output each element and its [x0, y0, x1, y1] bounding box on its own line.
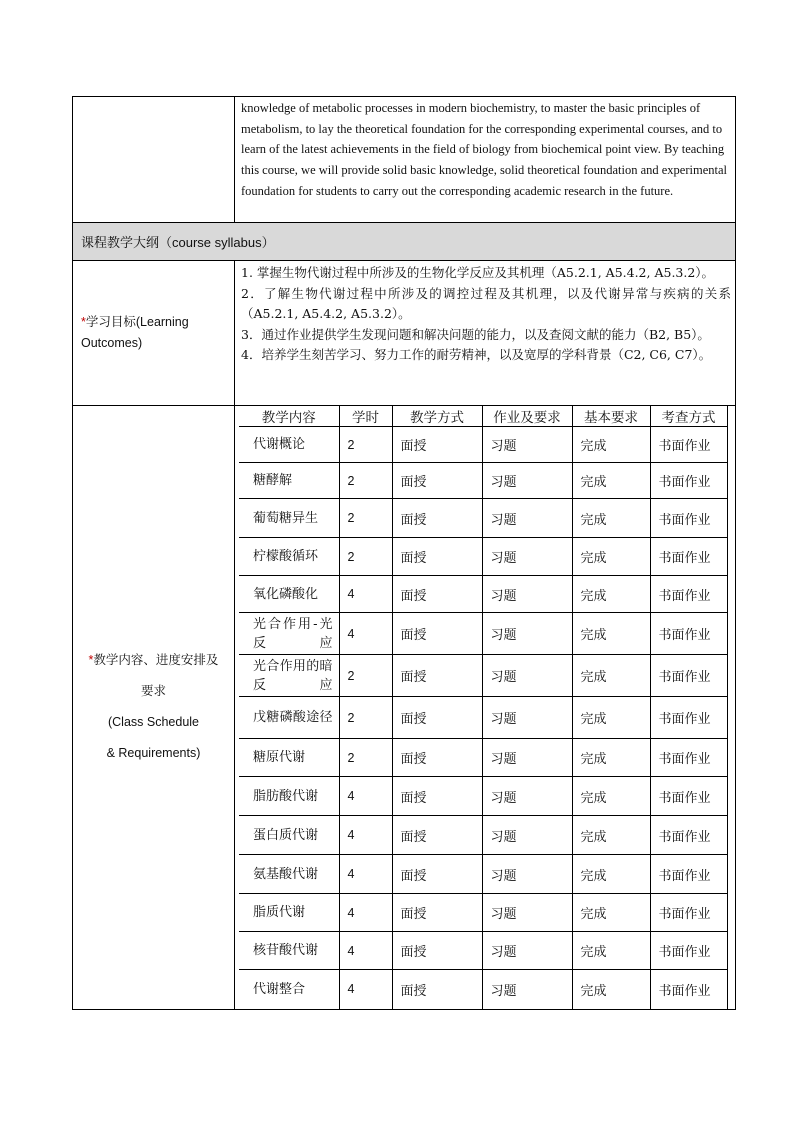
table-row — [239, 463, 727, 499]
table-row — [239, 655, 727, 697]
cell-assessment: 书面作业 — [650, 576, 727, 613]
description-row — [73, 97, 736, 223]
cell-topic: 脂肪酸代谢 — [239, 777, 339, 816]
description-label-cell — [73, 97, 235, 223]
schedule-label — [73, 406, 235, 1010]
table-row — [239, 499, 727, 538]
cell-assessment: 书面作业 — [650, 932, 727, 970]
learning-outcomes-label — [73, 261, 235, 406]
cell-homework: 习题 — [482, 655, 572, 697]
cell-assessment: 书面作业 — [650, 697, 727, 739]
learning-outcomes-label-line1: 学习目标(Learning — [85, 315, 189, 329]
schedule-row — [73, 406, 736, 1010]
schedule-body — [239, 427, 727, 1009]
cell-assessment: 书面作业 — [650, 970, 727, 1009]
cell-topic: 糖酵解 — [239, 463, 339, 499]
table-row — [239, 894, 727, 932]
cell-basic-requirement: 完成 — [572, 816, 650, 855]
syllabus-header-row — [73, 223, 736, 261]
learning-outcome-item: 4．培养学生刻苦学习、努力工作的耐劳精神，以及宽厚的学科背景（C2, C6, C7）。 — [241, 347, 712, 363]
cell-basic-requirement: 完成 — [572, 855, 650, 894]
cell-method: 面授 — [392, 816, 482, 855]
cell-method: 面授 — [392, 894, 482, 932]
cell-method: 面授 — [392, 576, 482, 613]
cell-topic: 代谢整合 — [239, 970, 339, 1009]
cell-basic-requirement: 完成 — [572, 777, 650, 816]
cell-basic-requirement: 完成 — [572, 655, 650, 697]
learning-outcomes-list — [235, 261, 736, 406]
cell-basic-requirement: 完成 — [572, 970, 650, 1009]
cell-assessment: 书面作业 — [650, 499, 727, 538]
table-row — [239, 932, 727, 970]
cell-topic: 光合作用-光反应 — [239, 613, 339, 655]
syllabus-header: 课程教学大纲（course syllabus） — [73, 223, 736, 261]
cell-basic-requirement: 完成 — [572, 499, 650, 538]
cell-topic: 代谢概论 — [239, 427, 339, 463]
cell-hours: 4 — [339, 816, 392, 855]
cell-homework: 习题 — [482, 970, 572, 1009]
cell-assessment: 书面作业 — [650, 613, 727, 655]
cell-topic: 葡萄糖异生 — [239, 499, 339, 538]
cell-homework: 习题 — [482, 463, 572, 499]
cell-assessment: 书面作业 — [650, 427, 727, 463]
cell-method: 面授 — [392, 538, 482, 576]
required-asterisk: * — [88, 653, 94, 668]
cell-hours: 4 — [339, 894, 392, 932]
table-row — [239, 613, 727, 655]
table-row — [239, 576, 727, 613]
cell-basic-requirement: 完成 — [572, 894, 650, 932]
table-row — [239, 427, 727, 463]
cell-assessment: 书面作业 — [650, 777, 727, 816]
learning-outcome-item: 2．了解生物代谢过程中所涉及的调控过程及其机理，以及代谢异常与疾病的关系（A5.2.1, A5.4.2, A5.3.2）。 — [241, 285, 731, 322]
cell-basic-requirement: 完成 — [572, 739, 650, 777]
cell-method: 面授 — [392, 427, 482, 463]
schedule-header-row — [239, 406, 727, 427]
cell-homework: 习题 — [482, 613, 572, 655]
required-asterisk: * — [81, 315, 86, 329]
column-header-method: 教学方式 — [392, 406, 482, 427]
cell-topic: 脂质代谢 — [239, 894, 339, 932]
cell-homework: 习题 — [482, 427, 572, 463]
column-header-hours: 学时 — [339, 406, 392, 427]
schedule-label-line3: (Class Schedule — [107, 715, 199, 730]
table-row — [239, 739, 727, 777]
column-header-assessment: 考查方式 — [650, 406, 727, 427]
cell-method: 面授 — [392, 613, 482, 655]
cell-topic: 柠檬酸循环 — [239, 538, 339, 576]
learning-outcome-item: 3．通过作业提供学生发现问题和解决问题的能力，以及查阅文献的能力（B2, B5）。 — [241, 326, 710, 342]
table-row — [239, 816, 727, 855]
course-description: knowledge of metabolic processes in modern biochemistry, to master the basic principles of metabolism, to lay the theoretical foundation for the corresponding experimental courses, and to learn of the latest achievements in the field of biology from biochemical point view. By teaching this course, we will provide solid basic knowledge, solid theoretical foundation and experimental foundation for students to carry out the corresponding academic research in the future. — [235, 97, 736, 223]
cell-assessment: 书面作业 — [650, 463, 727, 499]
cell-homework: 习题 — [482, 576, 572, 613]
cell-homework: 习题 — [482, 777, 572, 816]
cell-homework: 习题 — [482, 739, 572, 777]
cell-topic: 光合作用的暗反应 — [239, 655, 339, 697]
cell-assessment: 书面作业 — [650, 894, 727, 932]
cell-topic: 核苷酸代谢 — [239, 932, 339, 970]
cell-topic: 戊糖磷酸途径 — [239, 697, 339, 739]
learning-outcome-item: 1. 掌握生物代谢过程中所涉及的生物化学反应及其机理（A5.2.1, A5.4.2, A5.3.2）。 — [241, 265, 715, 280]
table-row — [239, 777, 727, 816]
learning-outcomes-label-line2: Outcomes) — [81, 336, 143, 350]
cell-homework: 习题 — [482, 932, 572, 970]
schedule-cell — [235, 406, 736, 1010]
cell-hours: 4 — [339, 855, 392, 894]
cell-hours: 2 — [339, 463, 392, 499]
cell-topic: 氨基酸代谢 — [239, 855, 339, 894]
table-row — [239, 855, 727, 894]
cell-homework: 习题 — [482, 855, 572, 894]
cell-hours: 4 — [339, 576, 392, 613]
cell-hours: 2 — [339, 655, 392, 697]
cell-basic-requirement: 完成 — [572, 697, 650, 739]
column-header-topic: 教学内容 — [239, 406, 339, 427]
cell-hours: 2 — [339, 499, 392, 538]
cell-basic-requirement: 完成 — [572, 427, 650, 463]
column-header-basic-requirement: 基本要求 — [572, 406, 650, 427]
cell-assessment: 书面作业 — [650, 538, 727, 576]
cell-method: 面授 — [392, 777, 482, 816]
syllabus-document — [72, 96, 735, 1010]
table-row — [239, 538, 727, 576]
cell-hours: 4 — [339, 777, 392, 816]
cell-homework: 习题 — [482, 538, 572, 576]
cell-method: 面授 — [392, 697, 482, 739]
cell-method: 面授 — [392, 499, 482, 538]
cell-assessment: 书面作业 — [650, 655, 727, 697]
cell-basic-requirement: 完成 — [572, 538, 650, 576]
cell-method: 面授 — [392, 855, 482, 894]
cell-basic-requirement: 完成 — [572, 576, 650, 613]
cell-homework: 习题 — [482, 697, 572, 739]
schedule-label-line4: & Requirements) — [106, 746, 201, 761]
column-header-homework: 作业及要求 — [482, 406, 572, 427]
cell-topic: 氧化磷酸化 — [239, 576, 339, 613]
cell-hours: 2 — [339, 538, 392, 576]
cell-basic-requirement: 完成 — [572, 463, 650, 499]
cell-method: 面授 — [392, 655, 482, 697]
cell-hours: 2 — [339, 739, 392, 777]
cell-assessment: 书面作业 — [650, 855, 727, 894]
schedule-label-line1: 教学内容、进度安排及 — [93, 653, 219, 668]
schedule-table — [239, 406, 728, 1009]
cell-assessment: 书面作业 — [650, 739, 727, 777]
cell-method: 面授 — [392, 932, 482, 970]
cell-basic-requirement: 完成 — [572, 932, 650, 970]
cell-topic: 糖原代谢 — [239, 739, 339, 777]
cell-homework: 习题 — [482, 894, 572, 932]
cell-homework: 习题 — [482, 816, 572, 855]
cell-hours: 4 — [339, 970, 392, 1009]
cell-method: 面授 — [392, 739, 482, 777]
cell-hours: 4 — [339, 613, 392, 655]
cell-basic-requirement: 完成 — [572, 613, 650, 655]
cell-method: 面授 — [392, 970, 482, 1009]
table-row — [239, 970, 727, 1009]
cell-hours: 4 — [339, 932, 392, 970]
cell-assessment: 书面作业 — [650, 816, 727, 855]
schedule-label-line2: 要求 — [140, 684, 166, 699]
course-table — [72, 96, 736, 1010]
cell-method: 面授 — [392, 463, 482, 499]
cell-topic: 蛋白质代谢 — [239, 816, 339, 855]
cell-hours: 2 — [339, 697, 392, 739]
cell-hours: 2 — [339, 427, 392, 463]
table-row — [239, 697, 727, 739]
learning-outcomes-row — [73, 261, 736, 406]
cell-homework: 习题 — [482, 499, 572, 538]
